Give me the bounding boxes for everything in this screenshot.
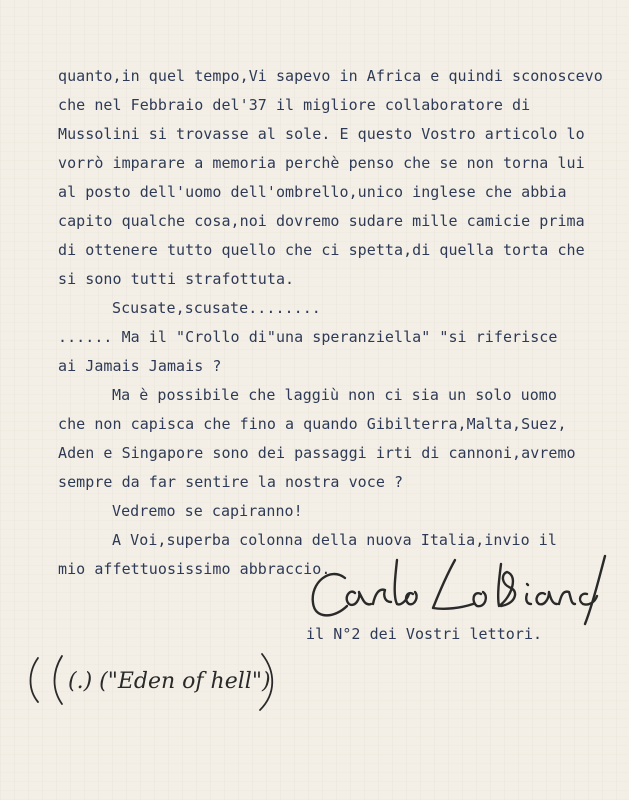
letter-line-12: Ma è possibile che laggiù non ci sia un solo uomo <box>112 386 557 404</box>
letter-line-13: che non capisca che fino a quando Gibilterra,Malta,Suez, <box>58 415 567 433</box>
handwritten-signature <box>305 548 615 628</box>
letter-line-16: Vedremo se capiranno! <box>112 502 303 520</box>
letter-line-9: Scusate,scusate........ <box>112 299 321 317</box>
letter-line-2: che nel Febbraio del'37 il migliore collaboratore di <box>58 96 531 114</box>
letter-line-15: sempre da far sentire la nostra voce ? <box>58 473 404 491</box>
letter-line-3: Mussolini si trovasse al sole. E questo Vostro articolo lo <box>58 125 585 143</box>
letter-line-6: capito qualche cosa,noi dovremo sudare mille camicie prima <box>58 212 585 230</box>
letter-line-18: mio affettuosissimo abbraccio. <box>58 560 331 578</box>
letter-line-7: di ottenere tutto quello che ci spetta,di quella torta che <box>58 241 585 259</box>
letter-line-8: si sono tutti strafottuta. <box>58 270 295 288</box>
letter-line-14: Aden e Singapore sono dei passaggi irti di cannoni,avremo <box>58 444 576 462</box>
closing-line: il N°2 dei Vostri lettori. <box>306 625 543 643</box>
handwritten-note-text: (.) ("Eden of hell") <box>68 669 271 694</box>
letter-line-4: vorrò imparare a memoria perchè penso che se non torna lui <box>58 154 585 172</box>
letter-line-17: A Voi,superba colonna della nuova Italia,invio il <box>112 531 557 549</box>
handwritten-note <box>24 640 284 715</box>
letter-line-10: ...... Ma il "Crollo di"una speranziella" "si riferisce <box>58 328 558 346</box>
letter-line-5: al posto dell'uomo dell'ombrello,unico inglese che abbia <box>58 183 567 201</box>
letter-line-1: quanto,in quel tempo,Vi sapevo in Africa e quindi sconoscevo <box>58 67 603 85</box>
letter-line-11: ai Jamais Jamais ? <box>58 357 222 375</box>
